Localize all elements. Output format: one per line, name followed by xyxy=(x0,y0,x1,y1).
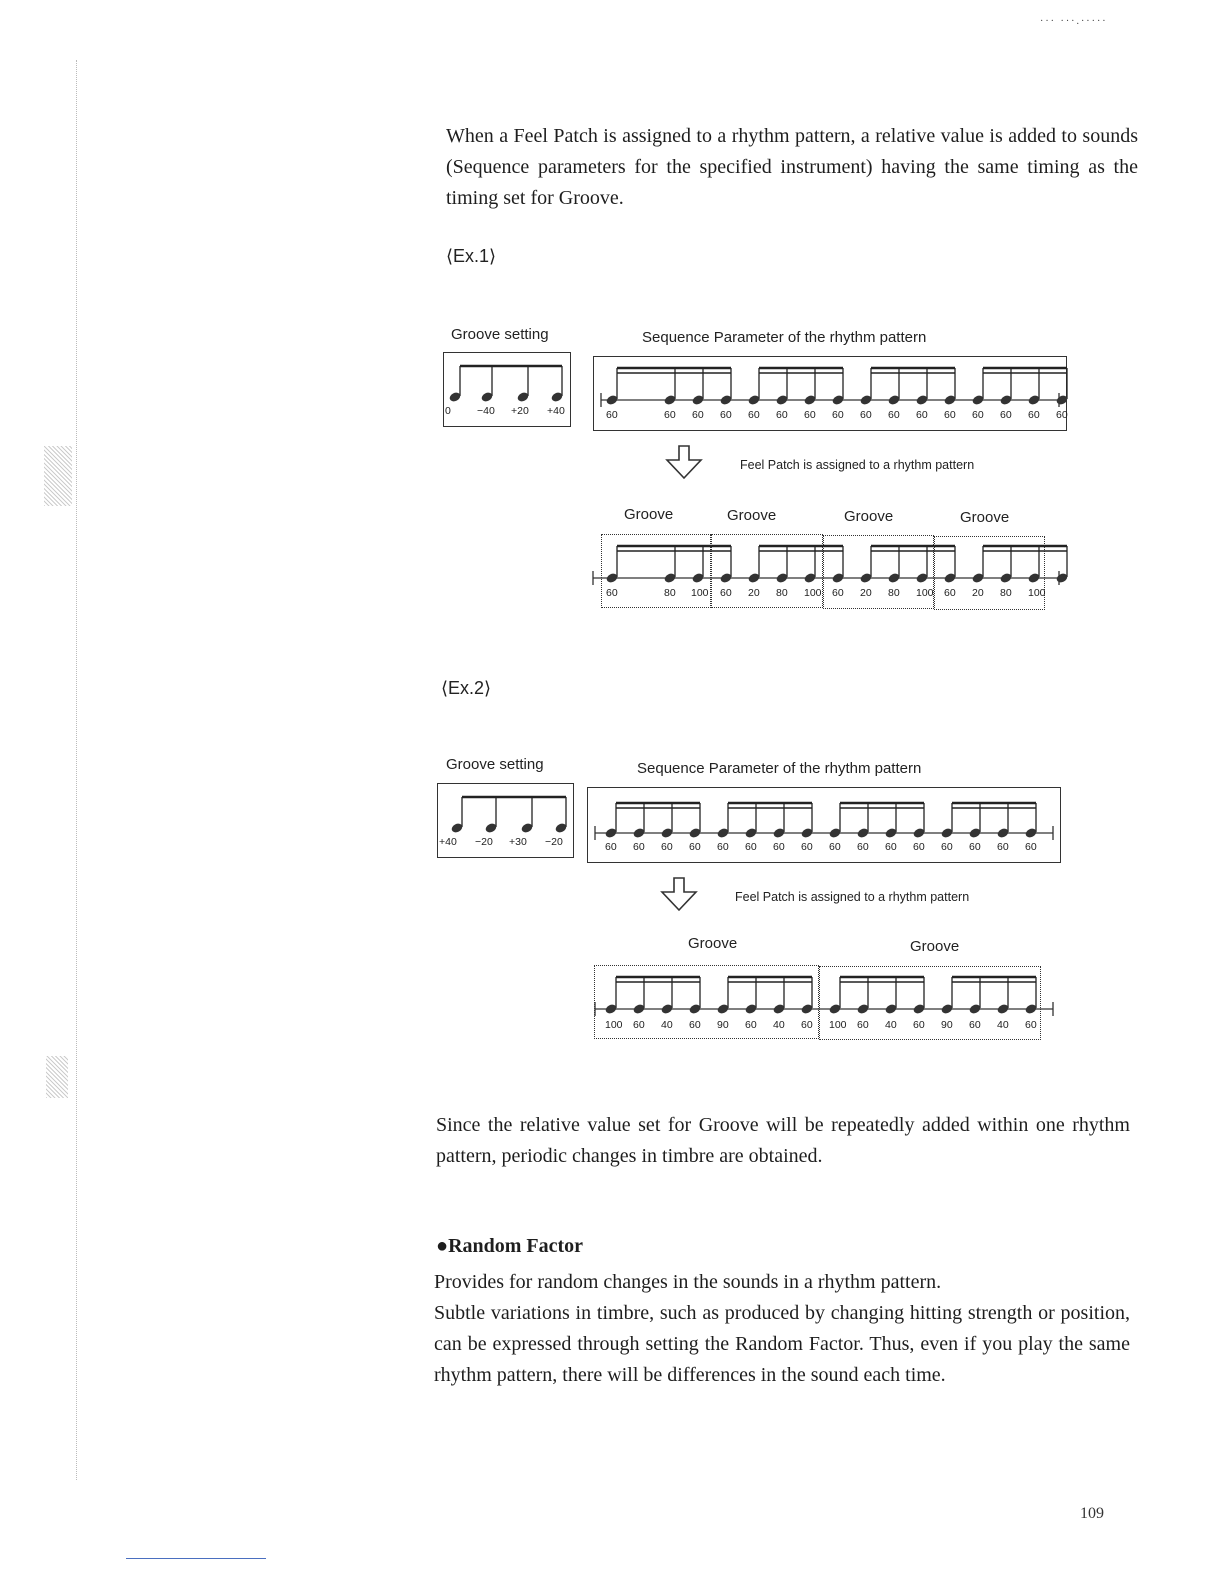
velocity-value: 60 xyxy=(1025,841,1037,853)
velocity-value: 80 xyxy=(664,587,676,599)
velocity-value: 100 xyxy=(916,587,934,599)
scan-artifact-top: ··· ···.····· xyxy=(1040,16,1108,27)
velocity-value: 60 xyxy=(829,841,841,853)
velocity-value: 60 xyxy=(916,409,928,421)
velocity-value: 60 xyxy=(605,841,617,853)
velocity-value: +20 xyxy=(511,405,529,417)
random-factor-heading: ●Random Factor xyxy=(436,1235,584,1257)
velocity-value: +40 xyxy=(439,836,457,848)
groove-label-3: Groove xyxy=(844,508,894,525)
feel-patch-caption: Feel Patch is assigned to a rhythm pattern xyxy=(735,890,970,904)
page-number: 109 xyxy=(1080,1505,1104,1522)
velocity-value: +40 xyxy=(547,405,565,417)
groove-setting-label: Groove setting xyxy=(451,326,549,343)
velocity-value: 60 xyxy=(664,409,676,421)
scan-noise xyxy=(46,1056,68,1098)
velocity-value: 60 xyxy=(997,841,1009,853)
margin-dots xyxy=(76,60,77,1480)
velocity-value: 60 xyxy=(972,409,984,421)
velocity-value: 60 xyxy=(913,1019,925,1031)
velocity-value: 60 xyxy=(1025,1019,1037,1031)
velocity-value: −20 xyxy=(545,836,563,848)
velocity-value: 100 xyxy=(1028,587,1046,599)
example-2-label: ⟨Ex.2⟩ xyxy=(441,678,492,698)
velocity-value: 0 xyxy=(445,405,451,417)
velocity-value: 60 xyxy=(801,841,813,853)
velocity-value: 60 xyxy=(773,841,785,853)
velocity-value: −20 xyxy=(475,836,493,848)
velocity-value: +30 xyxy=(509,836,527,848)
velocity-value: 80 xyxy=(776,587,788,599)
velocity-value: 60 xyxy=(720,587,732,599)
groove-label-1: Groove xyxy=(688,935,738,952)
groove-label-1: Groove xyxy=(624,506,674,523)
velocity-value: 60 xyxy=(857,841,869,853)
velocity-value: 60 xyxy=(745,841,757,853)
velocity-value: 60 xyxy=(969,841,981,853)
velocity-value: 60 xyxy=(745,1019,757,1031)
bottom-rule xyxy=(126,1558,266,1559)
velocity-value: 60 xyxy=(885,841,897,853)
velocity-value: 60 xyxy=(801,1019,813,1031)
velocity-value: 60 xyxy=(633,841,645,853)
velocity-value: 20 xyxy=(860,587,872,599)
velocity-value: 100 xyxy=(804,587,822,599)
velocity-value: 60 xyxy=(857,1019,869,1031)
velocity-value: 60 xyxy=(720,409,732,421)
result-notes xyxy=(587,965,1061,1040)
velocity-value: 80 xyxy=(1000,587,1012,599)
velocity-value: 80 xyxy=(888,587,900,599)
velocity-value: 40 xyxy=(773,1019,785,1031)
down-arrow-icon xyxy=(659,876,701,912)
velocity-value: 60 xyxy=(888,409,900,421)
groove-label-4: Groove xyxy=(960,509,1010,526)
velocity-value: 60 xyxy=(689,841,701,853)
random-factor-intro: Provides for random changes in the sounds in a rhythm pattern. xyxy=(434,1271,942,1293)
velocity-value: 90 xyxy=(717,1019,729,1031)
velocity-value: 60 xyxy=(832,409,844,421)
velocity-value: 100 xyxy=(691,587,709,599)
velocity-value: 60 xyxy=(969,1019,981,1031)
intro-paragraph: When a Feel Patch is assigned to a rhythm pattern, a relative value is added to sounds (Sequence parameters for the specified instrument) having the same timing as the timing set for Groove. xyxy=(446,125,1138,209)
velocity-value: 60 xyxy=(913,841,925,853)
velocity-value: 40 xyxy=(885,1019,897,1031)
velocity-value: 20 xyxy=(972,587,984,599)
velocity-value: 60 xyxy=(944,409,956,421)
velocity-value: 60 xyxy=(606,587,618,599)
velocity-value: 60 xyxy=(944,587,956,599)
velocity-value: 40 xyxy=(997,1019,1009,1031)
velocity-value: 60 xyxy=(689,1019,701,1031)
example-1-label: ⟨Ex.1⟩ xyxy=(446,246,497,266)
velocity-value: 60 xyxy=(1000,409,1012,421)
velocity-value: 60 xyxy=(941,841,953,853)
velocity-value: 40 xyxy=(661,1019,673,1031)
velocity-value: 20 xyxy=(748,587,760,599)
random-factor-body: Subtle variations in timbre, such as produced by changing hitting strength or position, can be expressed through setting the Random Factor. Thus, even if you play the same rhythm pattern, there will be differences in the sound each time. xyxy=(434,1302,1130,1386)
velocity-value: 60 xyxy=(633,1019,645,1031)
velocity-value: 60 xyxy=(776,409,788,421)
velocity-value: 60 xyxy=(717,841,729,853)
velocity-value: 60 xyxy=(661,841,673,853)
scan-noise xyxy=(44,446,72,506)
velocity-value: 60 xyxy=(832,587,844,599)
down-arrow-icon xyxy=(664,444,706,480)
velocity-value: 60 xyxy=(692,409,704,421)
velocity-value: −40 xyxy=(477,405,495,417)
velocity-value: 100 xyxy=(605,1019,623,1031)
velocity-value: 60 xyxy=(748,409,760,421)
velocity-value: 60 xyxy=(606,409,618,421)
velocity-value: 100 xyxy=(829,1019,847,1031)
velocity-value: 60 xyxy=(860,409,872,421)
groove-label-2: Groove xyxy=(727,507,777,524)
velocity-value: 60 xyxy=(1056,409,1068,421)
groove-setting-label: Groove setting xyxy=(446,756,544,773)
velocity-value: 90 xyxy=(941,1019,953,1031)
summary-paragraph: Since the relative value set for Groove will be repeatedly added within one rhythm pattern, periodic changes in timbre are obtained. xyxy=(436,1114,1130,1167)
sequence-parameter-label: Sequence Parameter of the rhythm pattern xyxy=(642,329,927,346)
velocity-value: 60 xyxy=(1028,409,1040,421)
groove-label-2: Groove xyxy=(910,938,960,955)
velocity-value: 60 xyxy=(804,409,816,421)
feel-patch-caption: Feel Patch is assigned to a rhythm pattern xyxy=(740,458,975,472)
sequence-parameter-label: Sequence Parameter of the rhythm pattern xyxy=(637,760,922,777)
sequence-notes xyxy=(587,787,1061,863)
